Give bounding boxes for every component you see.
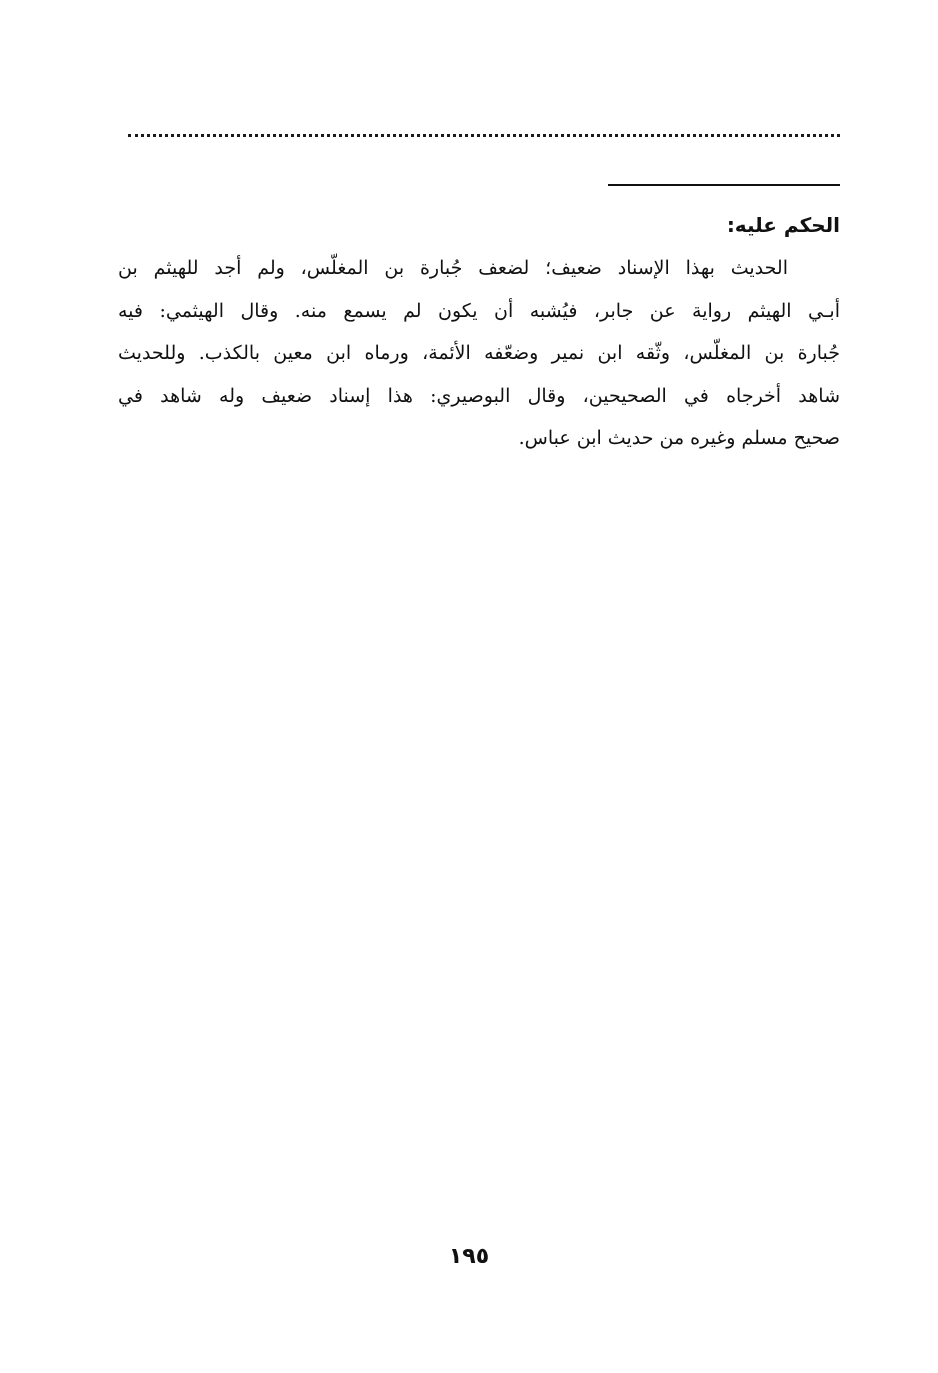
paragraph-line: أبـي الهيثم رواية عن جابر، فيُشبه أن يكون لم يسمع منه. وقال الهيثمي: فيه — [118, 299, 840, 322]
section-rule — [608, 184, 840, 186]
ruling-paragraph — [118, 247, 840, 460]
paragraph-line: صحيح مسلم وغيره من حديث ابن عباس. — [518, 427, 840, 449]
page-number: ١٩٥ — [448, 1244, 490, 1269]
section-heading: الحكم عليه: — [726, 213, 840, 237]
paragraph-line: جُبارة بن المغلّس، وثّقه ابن نمير وضعّفه الأئمة، ورماه ابن معين بالكذب. وللحديث — [118, 342, 840, 364]
dotted-separator — [128, 134, 840, 137]
ruling-section — [118, 203, 840, 460]
paragraph-line: الحديث بهذا الإسناد ضعيف؛ لضعف جُبارة بن المغلّس، ولم أجد للهيثم بن — [118, 257, 788, 279]
paragraph-line: شاهد أخرجاه في الصحيحين، وقال البوصيري: هذا إسناد ضعيف وله شاهد في — [118, 384, 840, 407]
